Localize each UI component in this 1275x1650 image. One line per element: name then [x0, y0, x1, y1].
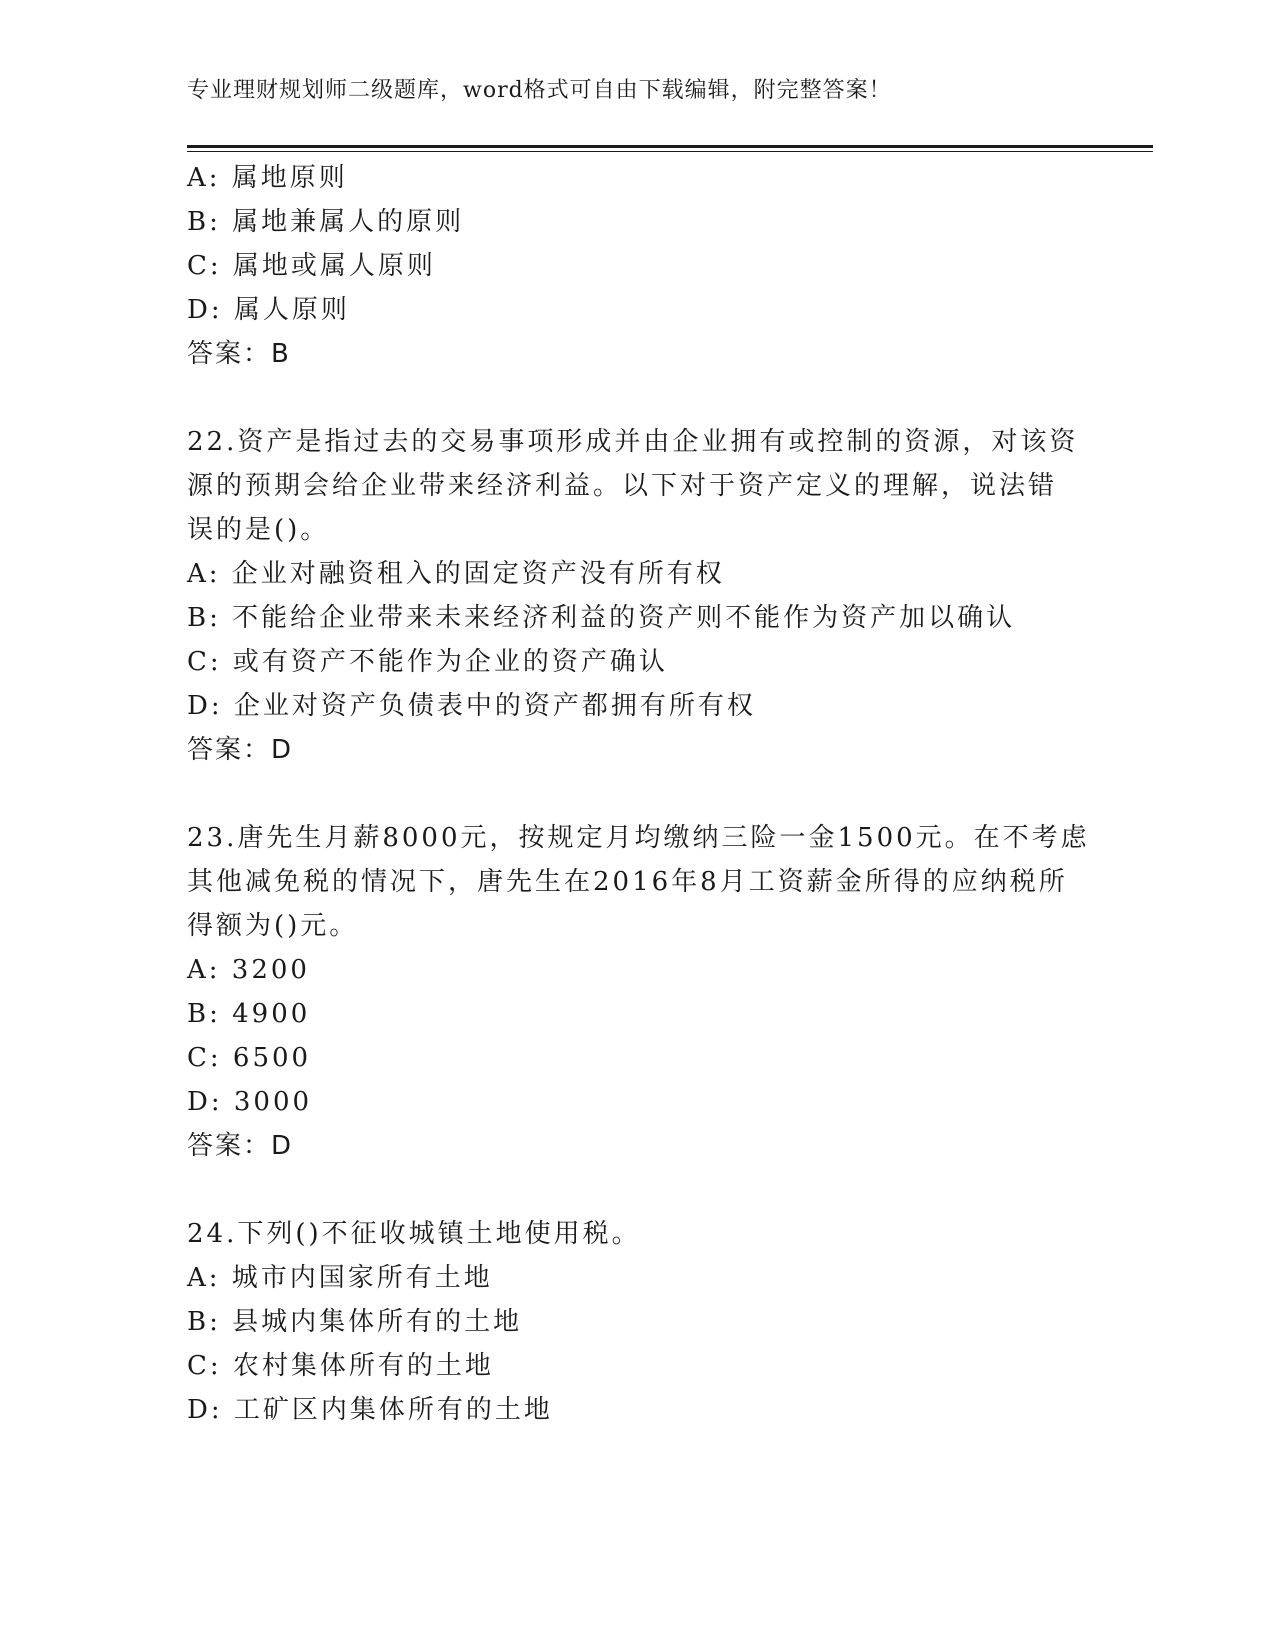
answer-line: 答案：D — [187, 1131, 294, 1161]
option-b: B: 不能给企业带来未来经济利益的资产则不能作为资产加以确认 — [187, 603, 1016, 633]
option-d: D: 工矿区内集体所有的土地 — [187, 1395, 553, 1425]
header-divider-thick — [187, 145, 1153, 148]
option-c: C: 或有资产不能作为企业的资产确认 — [187, 647, 668, 677]
option-b: B: 4900 — [187, 999, 311, 1029]
option-d: D: 企业对资产负债表中的资产都拥有所有权 — [187, 691, 756, 721]
option-b: B: 县城内集体所有的土地 — [187, 1307, 523, 1337]
answer-line: 答案：D — [187, 735, 294, 765]
question-stem-line: 24.下列()不征收城镇土地使用税。 — [187, 1219, 641, 1249]
option-a: A: 属地原则 — [187, 163, 348, 193]
option-d: D: 3000 — [187, 1087, 313, 1117]
question-stem-line: 其他减免税的情况下，唐先生在2016年8月工资薪金所得的应纳税所 — [187, 867, 1068, 897]
option-c: C: 6500 — [187, 1043, 312, 1073]
option-a: A: 城市内国家所有土地 — [187, 1263, 493, 1293]
option-a: A: 企业对融资租入的固定资产没有所有权 — [187, 559, 725, 589]
answer-line: 答案：B — [187, 339, 291, 369]
option-c: C: 属地或属人原则 — [187, 251, 436, 281]
page-header: 专业理财规划师二级题库，word格式可自由下载编辑，附完整答案！ — [187, 78, 892, 103]
option-b: B: 属地兼属人的原则 — [187, 207, 465, 237]
question-stem-line: 源的预期会给企业带来经济利益。以下对于资产定义的理解，说法错 — [187, 471, 1058, 501]
option-a: A: 3200 — [187, 955, 310, 985]
question-stem-line: 23.唐先生月薪8000元，按规定月均缴纳三险一金1500元。在不考虑 — [187, 823, 1090, 853]
option-c: C: 农村集体所有的土地 — [187, 1351, 494, 1381]
question-stem-line: 22.资产是指过去的交易事项形成并由企业拥有或控制的资源，对该资 — [187, 427, 1079, 457]
question-stem-line: 得额为()元。 — [187, 911, 359, 941]
option-d: D: 属人原则 — [187, 295, 350, 325]
question-stem-line: 误的是()。 — [187, 515, 330, 545]
header-divider-thin — [187, 151, 1153, 152]
